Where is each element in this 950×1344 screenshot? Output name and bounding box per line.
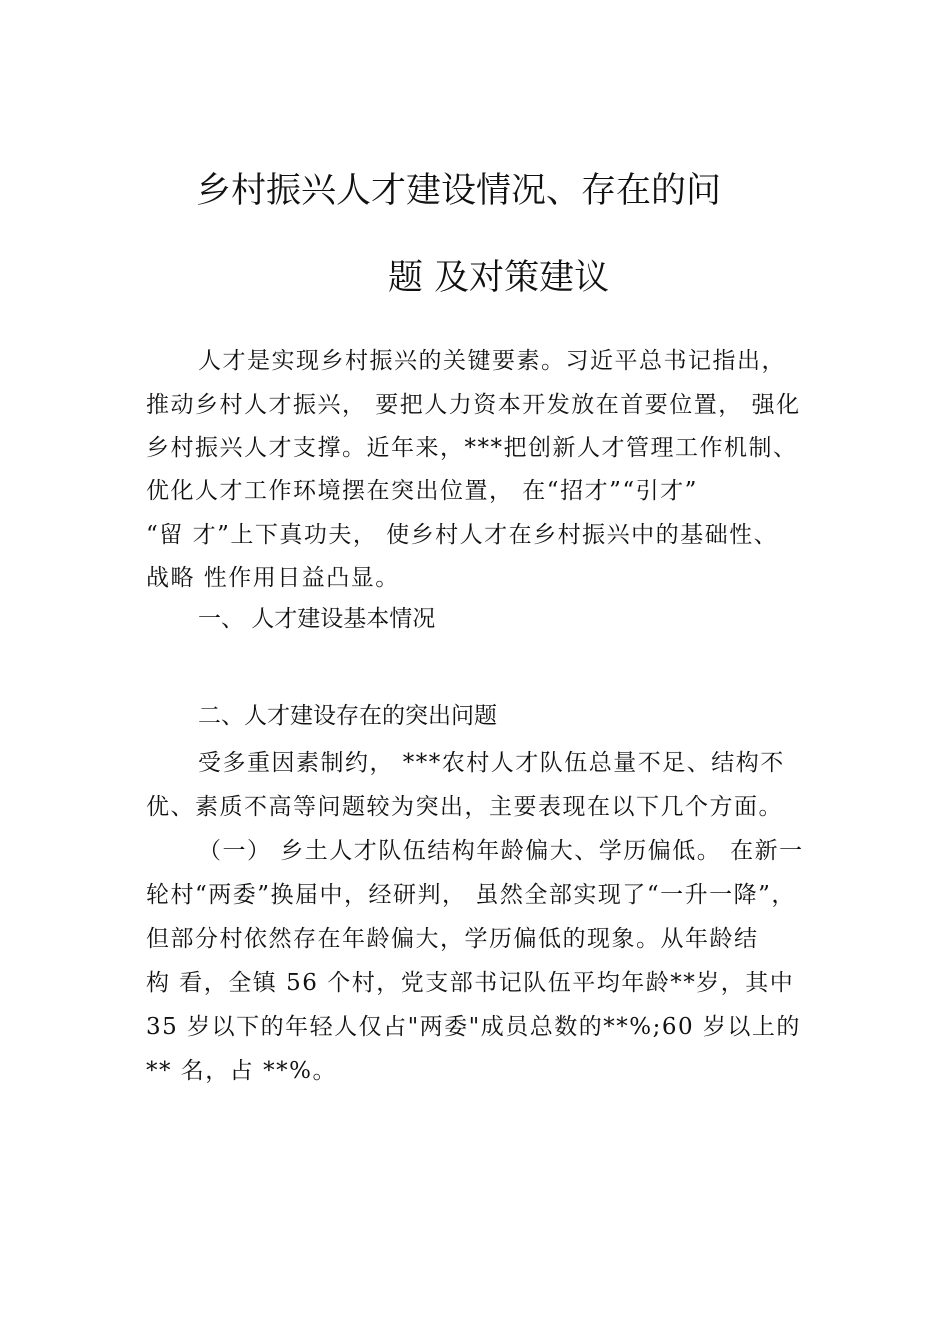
document-title-line-1: 乡村振兴人才建设情况、存在的问 — [196, 171, 722, 211]
subsection-1-line-3: 但部分村依然存在年龄偏大，学历偏低的现象。从年龄结 — [146, 926, 759, 952]
subsection-1-line-2: 轮村“两委”换届中，经研判， 虽然全部实现了“一升一降”， — [146, 882, 796, 908]
intro-line-2: 推动乡村人才振兴， 要把人力资本开发放在首要位置， 强化 — [146, 392, 801, 418]
document-title-line-2: 题 及对策建议 — [388, 258, 610, 298]
section-2-line-2: 优、素质不高等问题较为突出，主要表现在以下几个方面。 — [146, 794, 783, 820]
section-2-line-1: 受多重因素制约， ***农村人才队伍总量不足、结构不 — [198, 750, 785, 776]
intro-line-4: 优化人才工作环境摆在突出位置， 在“招才”“引才” — [146, 478, 698, 504]
subsection-1-line-1: （一） 乡土人才队伍结构年龄偏大、学历偏低。 在新一 — [198, 838, 804, 864]
subsection-1-line-4: 构 看，全镇 56 个村，党支部书记队伍平均年龄**岁，其中 — [146, 970, 795, 996]
intro-line-1: 人才是实现乡村振兴的关键要素。习近平总书记指出， — [198, 348, 786, 374]
subsection-1-line-6: ** 名，占 **%。 — [146, 1058, 337, 1084]
intro-line-5: “留 才”上下真功夫， 使乡村人才在乡村振兴中的基础性、 — [146, 522, 779, 548]
section-1-heading: 一、 人才建设基本情况 — [198, 606, 436, 632]
subsection-1-line-5: 35 岁以下的年轻人仅占"两委"成员总数的**%;60 岁以上的 — [146, 1014, 801, 1040]
section-2-heading: 二、人才建设存在的突出问题 — [198, 703, 497, 729]
intro-line-3: 乡村振兴人才支撑。近年来，***把创新人才管理工作机制、 — [146, 435, 798, 461]
intro-line-6: 战略 性作用日益凸显。 — [146, 565, 400, 591]
